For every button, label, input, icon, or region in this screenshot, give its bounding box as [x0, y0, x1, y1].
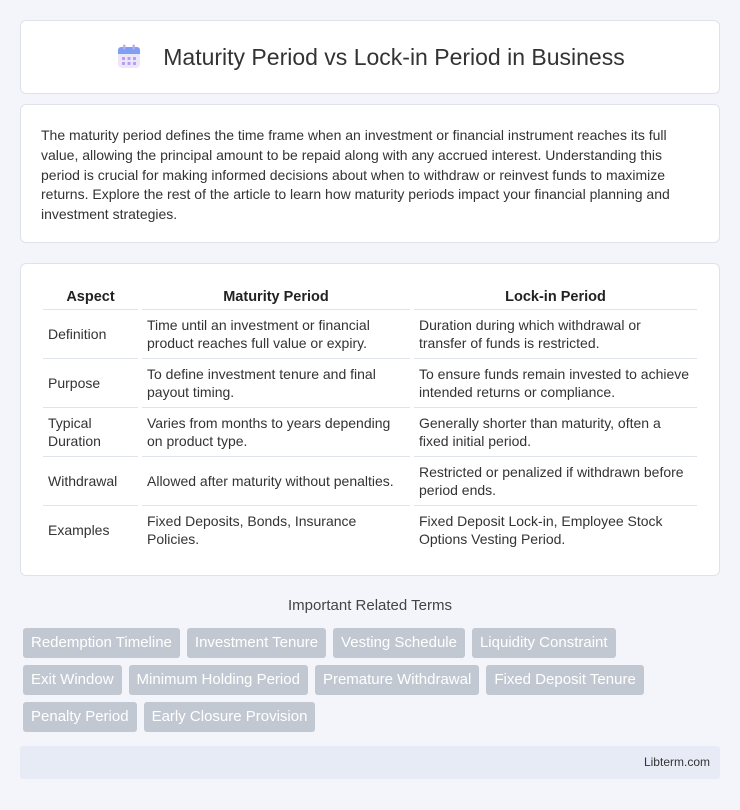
row-lockin: Restricted or penalized if withdrawn before period ends.: [414, 456, 697, 505]
calendar-icon: [115, 43, 143, 71]
header-lockin-period: Lock-in Period: [414, 284, 697, 309]
page-title: Maturity Period vs Lock-in Period in Business: [163, 43, 625, 70]
header-maturity-period: Maturity Period: [142, 284, 410, 309]
row-aspect: Definition: [43, 309, 138, 358]
related-term-tag[interactable]: Exit Window: [23, 665, 122, 695]
table-row: [43, 309, 697, 358]
row-maturity: Allowed after maturity without penalties.: [142, 456, 410, 505]
intro-paragraph: The maturity period defines the time frame when an investment or financial instrument reaches its full value, allowing the principal amount to be repaid along with any accrued interest. Understanding this period is crucial for making informed decisions about when to withdraw or reinvest funds to maximize returns. Explore the rest of the article to learn how maturity periods impact your financial planning and investment strategies.: [41, 127, 670, 223]
related-term-tag[interactable]: Fixed Deposit Tenure: [486, 665, 643, 695]
related-terms-list: [23, 628, 713, 732]
intro-card: [20, 104, 720, 243]
row-lockin: To ensure funds remain invested to achieve intended returns or compliance.: [414, 358, 697, 407]
related-term-tag[interactable]: Vesting Schedule: [333, 628, 465, 658]
header-aspect: Aspect: [43, 284, 138, 309]
related-terms-heading: Important Related Terms: [288, 597, 452, 614]
row-lockin: Fixed Deposit Lock-in, Employee Stock Options Vesting Period.: [419, 512, 663, 547]
related-term-tag[interactable]: Early Closure Provision: [144, 702, 316, 732]
footer: [20, 746, 720, 779]
table-header-row: [43, 284, 697, 309]
table-row: [43, 505, 697, 554]
related-term-tag[interactable]: Penalty Period: [23, 702, 137, 732]
table-row: [43, 407, 697, 456]
row-maturity: To define investment tenure and final payout timing.: [142, 358, 410, 407]
row-lockin: Duration during which withdrawal or transfer of funds is restricted.: [414, 309, 697, 358]
related-term-tag[interactable]: Liquidity Constraint: [472, 628, 616, 658]
related-term-tag[interactable]: Premature Withdrawal: [315, 665, 479, 695]
row-lockin: Generally shorter than maturity, often a fixed initial period.: [414, 407, 697, 456]
comparison-card: [20, 263, 720, 576]
related-term-tag[interactable]: Investment Tenure: [187, 628, 326, 658]
row-aspect: Withdrawal: [43, 456, 138, 505]
comparison-table: [43, 284, 697, 554]
table-row: [43, 456, 697, 505]
footer-site-link[interactable]: Libterm.com: [643, 755, 710, 769]
related-term-tag[interactable]: Redemption Timeline: [23, 628, 180, 658]
table-row: [43, 358, 697, 407]
row-aspect: Typical Duration: [43, 407, 138, 456]
row-aspect: Examples: [48, 521, 110, 538]
title-card: [20, 20, 720, 94]
row-maturity: Time until an investment or financial product reaches full value or expiry.: [142, 309, 410, 358]
row-aspect: Purpose: [43, 358, 138, 407]
row-maturity: Varies from months to years depending on product type.: [142, 407, 410, 456]
related-term-tag[interactable]: Minimum Holding Period: [129, 665, 308, 695]
row-maturity: Fixed Deposits, Bonds, Insurance Policies.: [147, 512, 357, 547]
